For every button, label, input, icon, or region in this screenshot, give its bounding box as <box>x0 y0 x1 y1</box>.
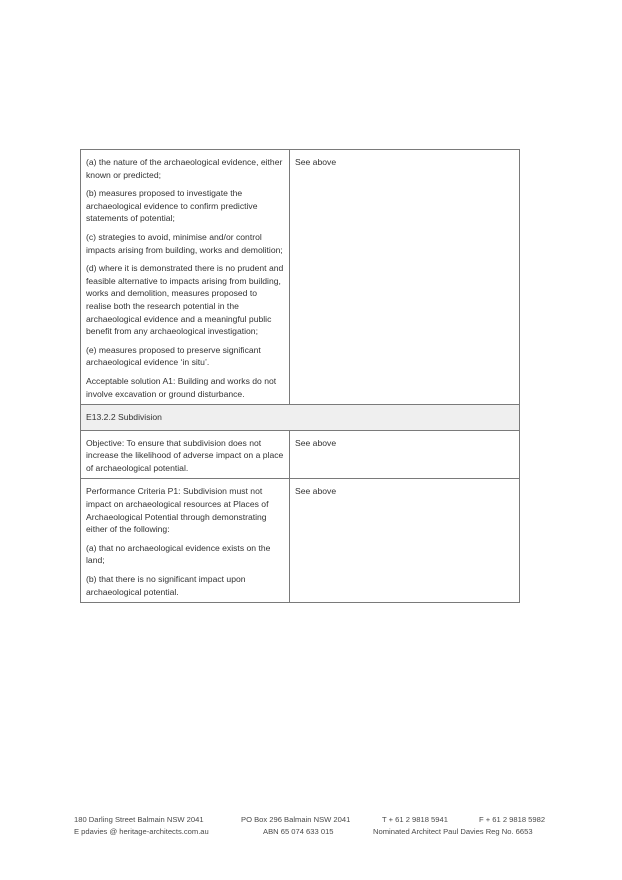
response-cell <box>290 479 520 603</box>
footer-email: E pdavies @ heritage-architects.com.au <box>74 827 209 836</box>
footer-po-box: PO Box 296 Balmain NSW 2041 <box>241 815 351 824</box>
footer-abn: ABN 65 074 633 015 <box>263 827 334 836</box>
criteria-paragraph: Acceptable solution A1: Building and works do not involve excavation or ground disturbance. <box>86 375 277 399</box>
response-cell <box>290 430 520 479</box>
footer-row-1 <box>74 814 550 826</box>
criteria-paragraph: (c) strategies to avoid, minimise and/or control impacts arising from building, works and demolition; <box>86 231 283 255</box>
criteria-cell <box>81 150 290 405</box>
footer-architect: Nominated Architect Paul Davies Reg No. 6653 <box>373 827 533 836</box>
page-footer <box>74 814 550 838</box>
table-row <box>81 479 520 603</box>
criteria-paragraph: (e) measures proposed to preserve significant archaeological evidence ‘in situ’. <box>86 344 261 368</box>
footer-fax: F + 61 2 9818 5982 <box>479 815 546 824</box>
criteria-cell <box>81 430 290 479</box>
section-heading-row <box>81 405 520 431</box>
footer-address: 180 Darling Street Balmain NSW 2041 <box>74 815 204 824</box>
footer-row-2 <box>74 826 550 838</box>
criteria-paragraph: (b) that there is no significant impact upon archaeological potential. <box>86 574 246 597</box>
criteria-paragraph: (b) measures proposed to investigate the archaeological evidence to confirm predictive statements of potential; <box>86 188 258 224</box>
response-cell <box>290 150 520 405</box>
section-heading: E13.2.2 Subdivision <box>81 405 520 431</box>
table-row <box>81 430 520 479</box>
table-row <box>81 150 520 405</box>
response-text: See above <box>295 157 337 167</box>
criteria-paragraph: Performance Criteria P1: Subdivision must not impact on archaeological resources at Places of Archaeological Potential through demonstrating either of the following: <box>86 486 269 535</box>
compliance-table <box>80 149 520 603</box>
criteria-cell <box>81 479 290 603</box>
criteria-paragraph: (a) that no archaeological evidence exists on the land; <box>86 542 271 566</box>
response-text: See above <box>295 486 337 497</box>
criteria-paragraph: (a) the nature of the archaeological evidence, either known or predicted; <box>86 157 283 180</box>
criteria-paragraph: (d) where it is demonstrated there is no prudent and feasible alternative to impacts arising from building, works and demolition, measures proposed to realise both the research potential in the archaeological evidence and a meaningful public benefit from any archaeological investigation; <box>86 263 284 337</box>
criteria-paragraph: Objective: To ensure that subdivision does not increase the likelihood of adverse impact on a place of archaeological potential. <box>86 437 284 473</box>
footer-phone: T + 61 2 9818 5941 <box>382 815 448 824</box>
response-text: See above <box>295 437 337 448</box>
